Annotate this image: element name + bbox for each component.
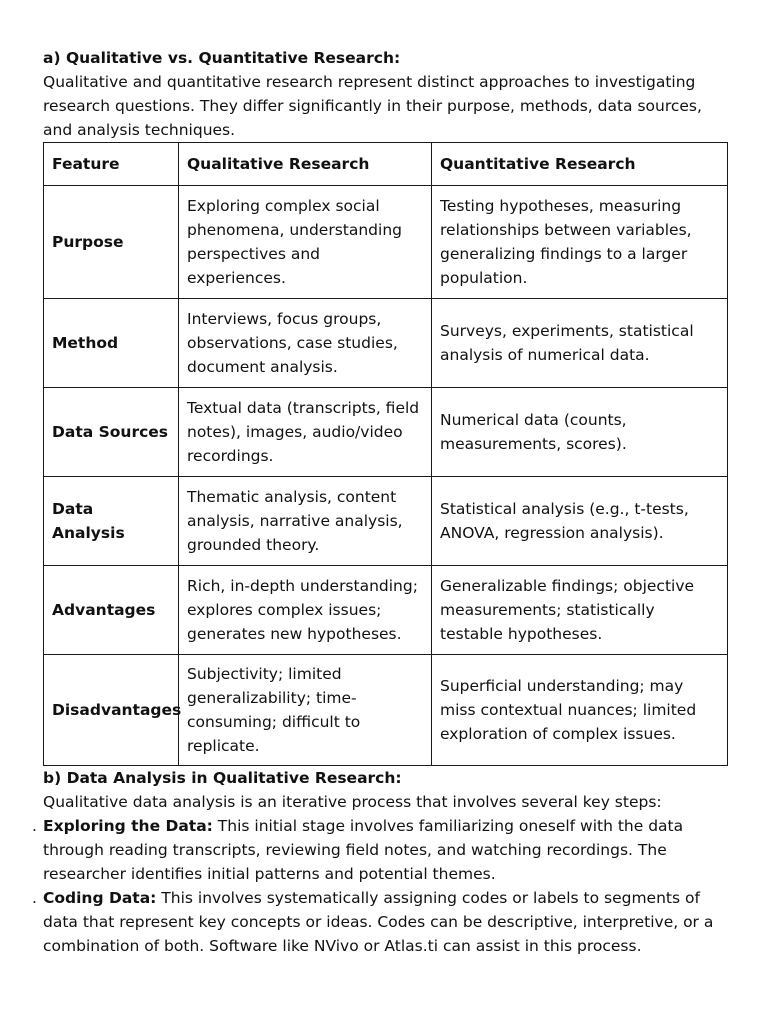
qualitative-cell: Textual data (transcripts, field notes), images, audio/video recordings. xyxy=(179,388,432,477)
feature-cell: Data Sources xyxy=(44,388,179,477)
table-row xyxy=(44,299,728,388)
step-text: This involves systematically assigning codes or labels to segments of data that represent key concepts or ideas. Codes can be descriptive, interpretive, or a combination of both. Software like NVivo or Atlas.ti can assist in this process. xyxy=(43,889,714,955)
qualitative-cell: Rich, in-depth understanding; explores complex issues; generates new hypotheses. xyxy=(179,566,432,655)
table-row xyxy=(44,186,728,299)
list-item xyxy=(32,886,734,958)
table-row xyxy=(44,388,728,477)
table-row xyxy=(44,655,728,766)
header-qualitative: Qualitative Research xyxy=(179,143,432,186)
quantitative-cell: Statistical analysis (e.g., t-tests, ANOVA, regression analysis). xyxy=(432,477,728,566)
quantitative-cell: Testing hypotheses, measuring relationships between variables, generalizing findings to a larger population. xyxy=(432,186,728,299)
feature-cell: Purpose xyxy=(44,186,179,299)
list-item xyxy=(32,814,734,886)
quantitative-cell: Surveys, experiments, statistical analysis of numerical data. xyxy=(432,299,728,388)
qualitative-cell: Subjectivity; limited generalizability; time-consuming; difficult to replicate. xyxy=(179,655,432,766)
section-a-intro: Qualitative and quantitative research represent distinct approaches to investigating research questions. They differ significantly in their purpose, methods, data sources, and analysis techniques. xyxy=(43,73,702,139)
quantitative-cell: Numerical data (counts, measurements, scores). xyxy=(432,388,728,477)
bullet-marker: . xyxy=(32,889,37,907)
bullet-marker: . xyxy=(32,817,37,835)
comparison-table xyxy=(43,142,728,766)
table-row xyxy=(44,477,728,566)
quantitative-cell: Superficial understanding; may miss contextual nuances; limited exploration of complex issues. xyxy=(432,655,728,766)
step-title: Coding Data: xyxy=(43,889,157,907)
section-a-heading: a) Qualitative vs. Quantitative Research: xyxy=(43,49,401,67)
quantitative-cell: Generalizable findings; objective measurements; statistically testable hypotheses. xyxy=(432,566,728,655)
step-text: This initial stage involves familiarizing oneself with the data through reading transcripts, reviewing field notes, and watching recordings. The researcher identifies initial patterns and potential themes. xyxy=(43,817,684,883)
feature-cell: Data Analysis xyxy=(44,477,179,566)
table-row xyxy=(44,566,728,655)
section-b-intro: Qualitative data analysis is an iterative process that involves several key steps: xyxy=(43,793,662,811)
feature-cell: Disadvantages xyxy=(44,655,179,766)
feature-cell: Advantages xyxy=(44,566,179,655)
header-feature: Feature xyxy=(44,143,179,186)
feature-cell: Method xyxy=(44,299,179,388)
qualitative-cell: Interviews, focus groups, observations, case studies, document analysis. xyxy=(179,299,432,388)
step-title: Exploring the Data: xyxy=(43,817,213,835)
header-quantitative: Quantitative Research xyxy=(432,143,728,186)
qualitative-cell: Thematic analysis, content analysis, narrative analysis, grounded theory. xyxy=(179,477,432,566)
qualitative-cell: Exploring complex social phenomena, understanding perspectives and experiences. xyxy=(179,186,432,299)
section-b-heading: b) Data Analysis in Qualitative Research: xyxy=(43,769,402,787)
table-header-row xyxy=(44,143,728,186)
